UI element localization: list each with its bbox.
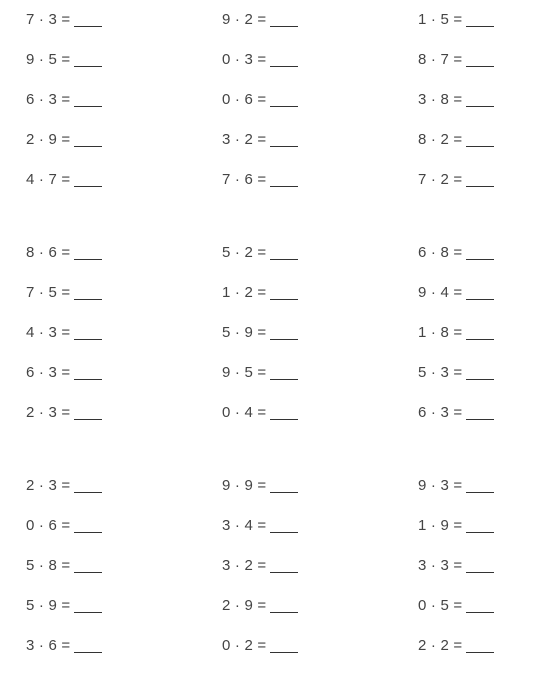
multiplication-problem — [222, 160, 402, 200]
problem-column-3 — [418, 0, 558, 200]
answer-blank[interactable] — [466, 88, 494, 107]
problem-expression: 3 · 3 = — [418, 557, 463, 574]
problem-expression: 1 · 2 = — [222, 284, 267, 301]
problem-expression: 9 · 5 = — [26, 51, 71, 68]
multiplication-problem — [222, 586, 402, 626]
answer-blank[interactable] — [74, 594, 102, 613]
answer-blank[interactable] — [270, 8, 298, 27]
problem-expression: 5 · 9 = — [222, 324, 267, 341]
answer-blank[interactable] — [466, 361, 494, 380]
problem-expression: 7 · 6 = — [222, 171, 267, 188]
problem-expression: 5 · 8 = — [26, 557, 71, 574]
problem-column-2 — [222, 0, 402, 200]
multiplication-problem — [222, 233, 402, 273]
problem-expression: 3 · 2 = — [222, 131, 267, 148]
multiplication-problem — [26, 233, 206, 273]
problem-expression: 0 · 3 = — [222, 51, 267, 68]
multiplication-problem — [222, 626, 402, 666]
multiplication-problem — [26, 273, 206, 313]
multiplication-problem — [222, 273, 402, 313]
answer-blank[interactable] — [270, 554, 298, 573]
answer-blank[interactable] — [74, 514, 102, 533]
multiplication-problem — [222, 546, 402, 586]
multiplication-problem — [418, 0, 558, 40]
problem-column-2 — [222, 466, 402, 666]
problem-expression: 7 · 5 = — [26, 284, 71, 301]
problem-expression: 5 · 3 = — [418, 364, 463, 381]
answer-blank[interactable] — [270, 241, 298, 260]
multiplication-problem — [26, 160, 206, 200]
answer-blank[interactable] — [74, 634, 102, 653]
answer-blank[interactable] — [466, 634, 494, 653]
answer-blank[interactable] — [74, 48, 102, 67]
problem-expression: 6 · 3 = — [26, 364, 71, 381]
problem-expression: 2 · 3 = — [26, 477, 71, 494]
answer-blank[interactable] — [270, 401, 298, 420]
answer-blank[interactable] — [74, 321, 102, 340]
problem-expression: 2 · 9 = — [222, 597, 267, 614]
problem-expression: 4 · 3 = — [26, 324, 71, 341]
multiplication-problem — [418, 393, 558, 433]
problem-expression: 3 · 8 = — [418, 91, 463, 108]
answer-blank[interactable] — [466, 168, 494, 187]
problem-expression: 3 · 6 = — [26, 637, 71, 654]
answer-blank[interactable] — [466, 401, 494, 420]
answer-blank[interactable] — [270, 514, 298, 533]
problem-expression: 9 · 2 = — [222, 11, 267, 28]
problem-expression: 5 · 2 = — [222, 244, 267, 261]
answer-blank[interactable] — [270, 281, 298, 300]
answer-blank[interactable] — [270, 321, 298, 340]
multiplication-problem — [222, 80, 402, 120]
problem-column-3 — [418, 466, 558, 666]
multiplication-problem — [26, 40, 206, 80]
multiplication-problem — [222, 353, 402, 393]
multiplication-problem — [26, 0, 206, 40]
problem-expression: 2 · 2 = — [418, 637, 463, 654]
problem-expression: 6 · 3 = — [418, 404, 463, 421]
multiplication-problem — [26, 80, 206, 120]
multiplication-problem — [418, 40, 558, 80]
multiplication-problem — [26, 546, 206, 586]
problem-expression: 3 · 2 = — [222, 557, 267, 574]
multiplication-problem — [222, 393, 402, 433]
problem-column-1 — [26, 0, 206, 200]
answer-blank[interactable] — [270, 474, 298, 493]
problem-expression: 8 · 2 = — [418, 131, 463, 148]
multiplication-problem — [222, 40, 402, 80]
problem-expression: 3 · 4 = — [222, 517, 267, 534]
problem-column-2 — [222, 233, 402, 433]
problem-expression: 4 · 7 = — [26, 171, 71, 188]
multiplication-problem — [26, 313, 206, 353]
multiplication-problem — [418, 313, 558, 353]
problem-column-1 — [26, 466, 206, 666]
answer-blank[interactable] — [74, 8, 102, 27]
answer-blank[interactable] — [74, 88, 102, 107]
answer-blank[interactable] — [74, 168, 102, 187]
answer-blank[interactable] — [466, 474, 494, 493]
answer-blank[interactable] — [466, 281, 494, 300]
multiplication-problem — [418, 586, 558, 626]
multiplication-problem — [418, 160, 558, 200]
answer-blank[interactable] — [74, 361, 102, 380]
problem-expression: 1 · 8 = — [418, 324, 463, 341]
problem-column-3 — [418, 233, 558, 433]
answer-blank[interactable] — [466, 554, 494, 573]
multiplication-problem — [418, 353, 558, 393]
multiplication-problem — [418, 273, 558, 313]
multiplication-problem — [418, 233, 558, 273]
answer-blank[interactable] — [74, 241, 102, 260]
multiplication-problem — [222, 506, 402, 546]
problem-expression: 1 · 9 = — [418, 517, 463, 534]
multiplication-problem — [26, 120, 206, 160]
problem-expression: 2 · 9 = — [26, 131, 71, 148]
multiplication-problem — [222, 466, 402, 506]
multiplication-problem — [26, 506, 206, 546]
answer-blank[interactable] — [74, 554, 102, 573]
problem-expression: 9 · 4 = — [418, 284, 463, 301]
answer-blank[interactable] — [466, 8, 494, 27]
multiplication-problem — [26, 466, 206, 506]
problem-expression: 6 · 3 = — [26, 91, 71, 108]
answer-blank[interactable] — [270, 128, 298, 147]
answer-blank[interactable] — [466, 48, 494, 67]
answer-blank[interactable] — [466, 514, 494, 533]
problem-expression: 8 · 6 = — [26, 244, 71, 261]
multiplication-problem — [418, 506, 558, 546]
problem-expression: 1 · 5 = — [418, 11, 463, 28]
answer-blank[interactable] — [270, 634, 298, 653]
problem-expression: 0 · 5 = — [418, 597, 463, 614]
answer-blank[interactable] — [466, 594, 494, 613]
problem-expression: 6 · 8 = — [418, 244, 463, 261]
problem-expression: 8 · 7 = — [418, 51, 463, 68]
problem-expression: 5 · 9 = — [26, 597, 71, 614]
multiplication-problem — [222, 0, 402, 40]
problem-column-1 — [26, 233, 206, 433]
answer-blank[interactable] — [466, 321, 494, 340]
multiplication-problem — [222, 120, 402, 160]
answer-blank[interactable] — [74, 401, 102, 420]
multiplication-problem — [26, 353, 206, 393]
problem-expression: 7 · 2 = — [418, 171, 463, 188]
multiplication-problem — [26, 393, 206, 433]
problem-expression: 2 · 3 = — [26, 404, 71, 421]
answer-blank[interactable] — [270, 361, 298, 380]
answer-blank[interactable] — [270, 48, 298, 67]
answer-blank[interactable] — [74, 128, 102, 147]
problem-expression: 9 · 3 = — [418, 477, 463, 494]
problem-expression: 9 · 9 = — [222, 477, 267, 494]
multiplication-problem — [26, 586, 206, 626]
answer-blank[interactable] — [270, 594, 298, 613]
problem-expression: 0 · 6 = — [26, 517, 71, 534]
answer-blank[interactable] — [270, 88, 298, 107]
problem-expression: 0 · 2 = — [222, 637, 267, 654]
answer-blank[interactable] — [74, 474, 102, 493]
answer-blank[interactable] — [74, 281, 102, 300]
answer-blank[interactable] — [466, 128, 494, 147]
multiplication-problem — [418, 626, 558, 666]
problem-expression: 7 · 3 = — [26, 11, 71, 28]
multiplication-problem — [418, 466, 558, 506]
multiplication-problem — [418, 120, 558, 160]
answer-blank[interactable] — [270, 168, 298, 187]
answer-blank[interactable] — [466, 241, 494, 260]
multiplication-problem — [222, 313, 402, 353]
multiplication-problem — [26, 626, 206, 666]
multiplication-problem — [418, 80, 558, 120]
problem-expression: 0 · 6 = — [222, 91, 267, 108]
problem-expression: 9 · 5 = — [222, 364, 267, 381]
multiplication-problem — [418, 546, 558, 586]
problem-expression: 0 · 4 = — [222, 404, 267, 421]
